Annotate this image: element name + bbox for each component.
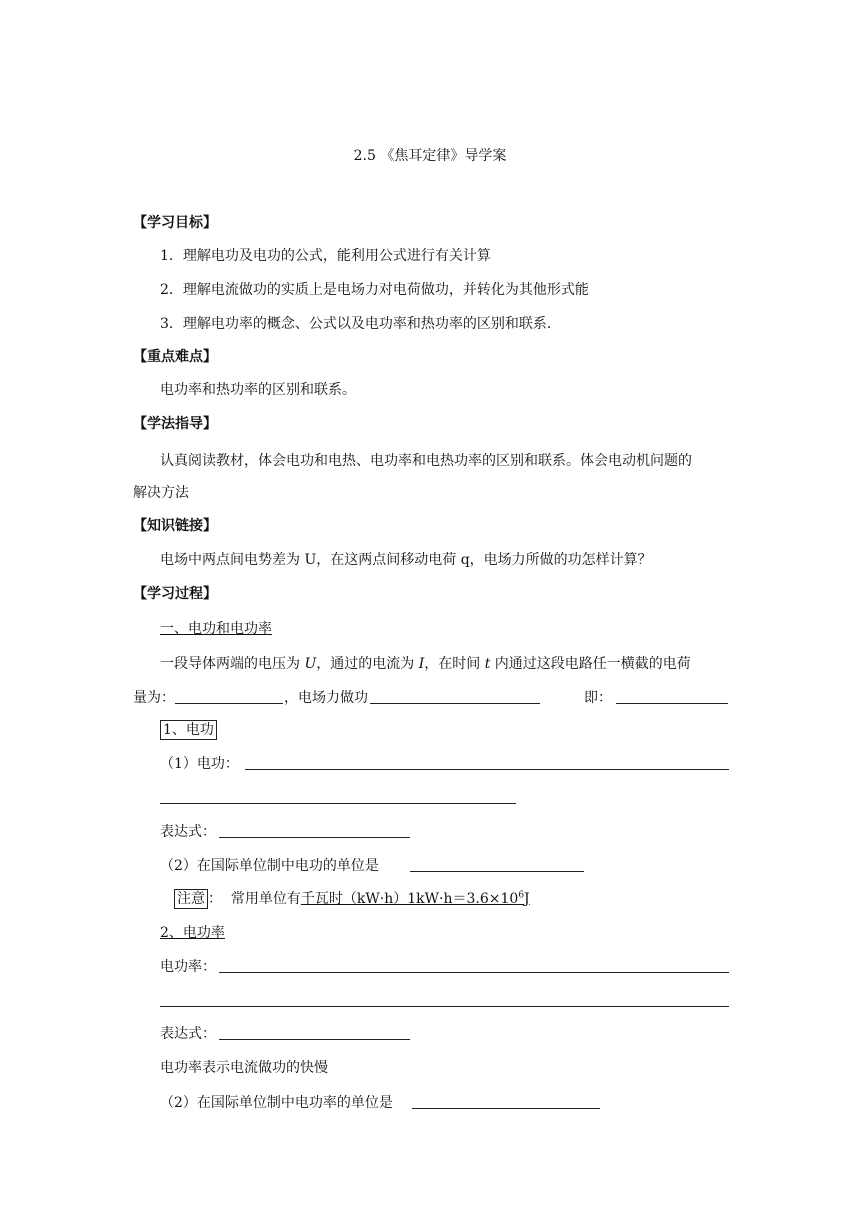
- var-u: U: [304, 656, 317, 672]
- process-heading: 【学习过程】: [133, 586, 217, 602]
- ji-label: 即：: [584, 690, 612, 706]
- var-t: t: [484, 656, 491, 672]
- document-title: 2.5 《焦耳定律》导学案: [353, 148, 507, 164]
- work-blank[interactable]: [370, 703, 540, 704]
- work-item-2-label: （2）在国际单位制中电功的单位是: [160, 858, 379, 874]
- work-item-1-label: （1）电功：: [160, 756, 239, 772]
- var-i: I: [418, 656, 425, 672]
- note-label: 注意: [174, 889, 208, 909]
- key-points-heading: 【重点难点】: [133, 349, 217, 365]
- note-units-text: 千瓦时（kW·h）1kW·h＝3.6×10: [300, 891, 519, 907]
- objective-item-1: 1．理解电功及电功的公式，能利用公式进行有关计算: [160, 248, 491, 264]
- power-definition-blank-2[interactable]: [160, 1006, 729, 1007]
- key-points-text: 电功率和热功率的区别和联系。: [160, 382, 356, 398]
- note-joule: J: [524, 891, 530, 907]
- method-text-line-1: 认真阅读教材，体会电功和电热、电功率和电热功率的区别和联系。体会电动机问题的: [160, 453, 692, 469]
- objectives-heading: 【学习目标】: [133, 215, 217, 231]
- work-expression-label: 表达式：: [160, 824, 216, 840]
- intro-text-b: ，通过的电流为: [316, 656, 419, 672]
- intro-line-1: [160, 654, 691, 674]
- work-heading: [160, 720, 217, 740]
- work-unit-blank[interactable]: [410, 871, 584, 872]
- power-item-1-label: 电功率：: [160, 959, 216, 975]
- work-label: 电场力做功: [298, 690, 368, 706]
- note-exponent: 6: [518, 890, 525, 901]
- intro-text-d: 内通过这段电路任一横截的电荷: [490, 656, 691, 672]
- charge-label: 量为：: [133, 690, 175, 706]
- power-definition-blank-1[interactable]: [219, 972, 729, 973]
- charge-blank[interactable]: [175, 703, 283, 704]
- work-definition-blank-1[interactable]: [245, 769, 729, 770]
- power-unit-blank[interactable]: [412, 1108, 600, 1109]
- power-heading: 2、电功率: [160, 925, 225, 941]
- work-note: [174, 889, 530, 909]
- method-text-line-2: 解决方法: [133, 485, 189, 501]
- charge-comma: ，: [284, 690, 298, 706]
- intro-text-a: 一段导体两端的电压为: [160, 656, 305, 672]
- power-expression-blank[interactable]: [219, 1039, 410, 1040]
- work-heading-boxed: 1、电功: [160, 720, 217, 740]
- ji-blank[interactable]: [616, 703, 728, 704]
- link-text: 电场中两点间电势差为 U，在这两点间移动电荷 q，电场力所做的功怎样计算？: [160, 552, 652, 568]
- note-text: 常用单位有: [230, 891, 301, 907]
- section-1-heading: 一、电功和电功率: [160, 621, 272, 637]
- objective-item-2: 2．理解电流做功的实质上是电场力对电荷做功，并转化为其他形式能: [160, 282, 589, 298]
- link-heading: 【知识链接】: [133, 518, 217, 534]
- power-expression-label: 表达式：: [160, 1026, 216, 1042]
- intro-text-c: ，在时间: [424, 656, 485, 672]
- power-item-2-label: （2）在国际单位制中电功率的单位是: [160, 1095, 393, 1111]
- objective-item-3: 3．理解电功率的概念、公式以及电功率和热功率的区别和联系．: [160, 316, 561, 332]
- method-heading: 【学法指导】: [133, 416, 217, 432]
- work-expression-blank[interactable]: [219, 837, 410, 838]
- note-colon: ：: [208, 891, 222, 907]
- work-definition-blank-2[interactable]: [160, 803, 516, 804]
- note-units: [301, 891, 530, 907]
- power-meaning: 电功率表示电流做功的快慢: [160, 1060, 328, 1076]
